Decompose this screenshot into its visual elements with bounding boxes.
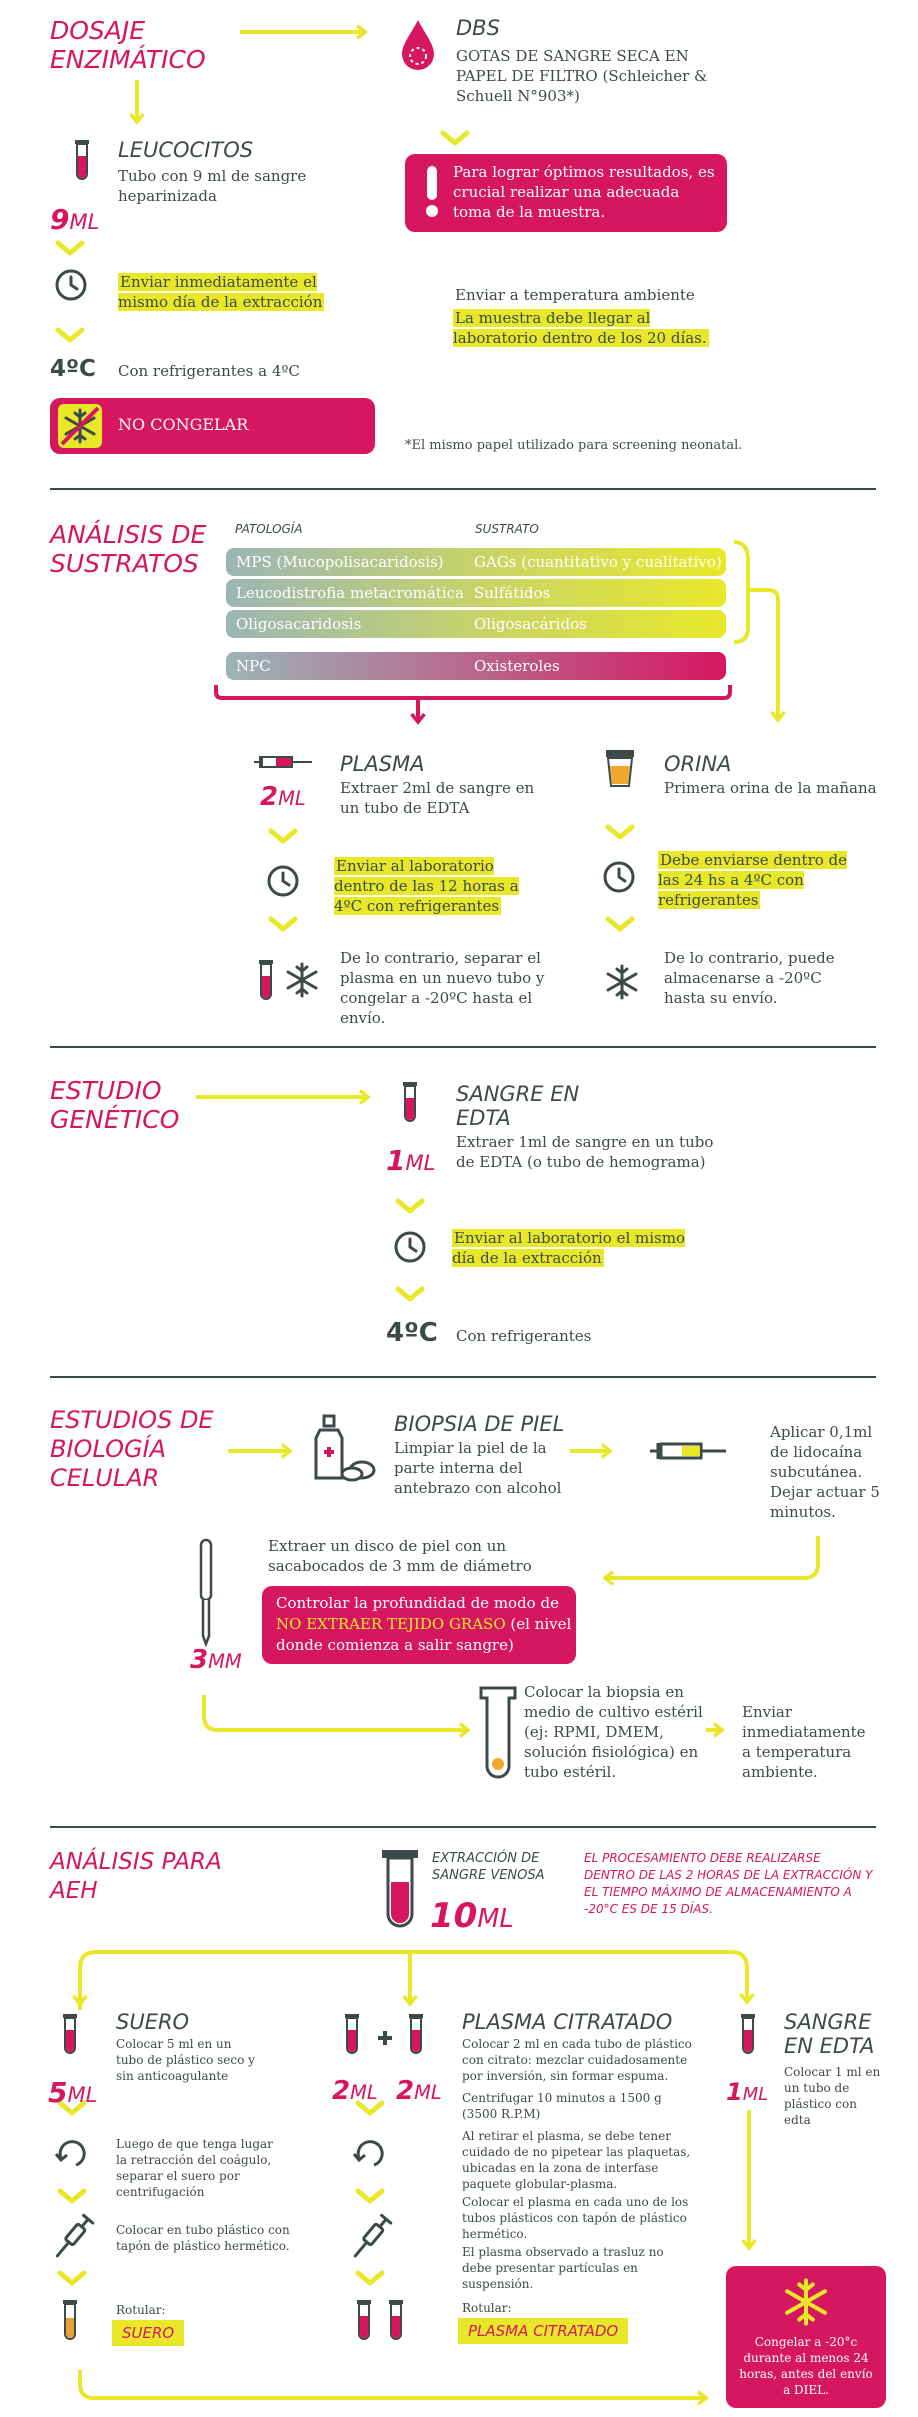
plasma-cit-p3: Al retirar el plasma, se debe tener cuidado de no pipetear las plaquetas, ubicadas en la zona de interfase paquete globular-plasma. [462,2129,691,2191]
genetic-temp-desc: Con refrigerantes [456,1327,592,1345]
biopsy-clean: Limpiar la piel de la parte interna del antebrazo con alcohol [394,1439,562,1497]
section-title-genetico: ESTUDIO GENÉTICO [50,1076,180,1134]
plasma-else: De lo contrario, separar el plasma en un nuevo tubo y congelar a -20ºC hasta el envío. [340,949,545,1027]
plasma-cit-rotular: Rotular: [462,2301,512,2315]
col-patologia: PATOLOGÍA [235,522,303,536]
suero-title: SUERO [116,2010,190,2034]
edta-desc: Colocar 1 ml en un tubo de plástico con edta [784,2065,881,2127]
freeze-text: Congelar a -20°c durante al menos 24 horas, antes del envío a DIEL. [739,2335,873,2397]
serum-tube-icon [60,2300,80,2354]
biopsy-title: BIOPSIA DE PIEL [394,1412,565,1436]
suero-volume: 5ML [48,2076,98,2109]
plasma-cit-title: PLASMA CITRATADO [462,2010,673,2034]
orina-send: Debe enviarse dentro de las 24 hs a 4ºC con refrigerantes [658,851,848,909]
plasma-cit-p1: Colocar 2 ml en cada tubo de plástico con citrato: mezclar cuidadosamente por inversión, sin formar espuma. [462,2037,692,2083]
genetic-volume: 1ML [386,1144,436,1177]
biopsy-lidocaine: Aplicar 0,1ml de lidocaína subcutánea. Dejar actuar 5 minutos. [770,1423,880,1521]
plasma-desc: Extraer 2ml de sangre en un tubo de EDTA [340,779,535,817]
plasma-cit-p5: El plasma observado a trasluz no debe presentar partículas en suspensión. [462,2245,664,2291]
aeh-volume: 10ML [430,1896,514,1936]
genetic-title: SANGRE EN EDTA [456,1082,580,1130]
suero-desc: Colocar 5 ml en un tubo de plástico seco y sin anticoagulante [116,2037,255,2083]
pipette-icon [54,2212,94,2264]
edta-title: SANGRE EN EDTA [784,2010,875,2058]
two-tubes-icon [340,2014,430,2068]
cycle-icon [54,2136,90,2176]
temp-4c: 4ºC [386,1318,438,1348]
plasma-send: Enviar al laboratorio dentro de las 12 horas a 4ºC con refrigerantes [334,857,519,915]
edta-volume: 1ML [726,2078,769,2106]
plasma-cit-p4: Colocar el plasma en cada uno de los tubos plásticos con tapón de plástico hermético. [462,2195,689,2241]
snowflake-icon [778,2274,834,2330]
no-freeze-text: NO CONGELAR [118,415,249,434]
suero-step2: Colocar en tubo plástico con tapón de plástico hermético. [116,2223,290,2253]
leucocitos-send: Enviar inmediatamente el mismo día de la extracción [118,273,323,311]
temp-desc: Con refrigerantes a 4ºC [118,362,300,380]
genetic-desc: Extraer 1ml de sangre en un tubo de EDTA (o tubo de hemograma) [456,1133,714,1171]
plasma-cit-p2: Centrifugar 10 minutos a 1500 g (3500 R.P.M) [462,2091,662,2121]
suero-label-tag: SUERO [112,2320,184,2346]
substrate-row: NPC Oxisteroles [226,652,726,680]
substrate-row: Leucodistrofia metacromática Sulfátidos [226,579,726,607]
temp-4c: 4ºC [50,356,96,382]
dbs-deadline: La muestra debe llegar al laboratorio dentro de los 20 días. [453,309,707,347]
footnote: *El mismo papel utilizado para screening neonatal. [405,438,743,453]
plasma-cit-volume-1: 2ML [332,2076,378,2106]
aeh-processing-note: EL PROCESAMIENTO DEBE REALIZARSE DENTRO DE LAS 2 HORAS DE LA EXTRACCIÓN Y EL TIEMPO MÁXIMO DE ALMACENAMIENTO A -20°C ES DE 15 DÍAS. [584,1851,873,1916]
suero-tube-icon [60,2014,80,2068]
biopsy-disc: Extraer un disco de piel con un sacabocados de 3 mm de diámetro [268,1537,532,1575]
substrate-row: MPS (Mucopolisacaridosis) GAGs (cuantitativo y cualitativo) [226,548,726,576]
section-title-aeh: ANÁLISIS PARA AEH [50,1849,222,1904]
pipette-icon [352,2212,392,2264]
plasma-cit-volume-2: 2ML [396,2076,442,2106]
cycle-icon [352,2136,388,2176]
section-title-dosaje: DOSAJE ENZIMÁTICO [50,16,206,74]
plasma-title: PLASMA [340,752,425,776]
dbs-ambient: Enviar a temperatura ambiente [455,286,695,304]
edta-tube-icon [738,2014,758,2068]
substrate-row: Oligosacaridosis Oligosacáridos [226,610,726,638]
section-title-biologia: ESTUDIOS DE BIOLOGÍA CELULAR [50,1406,214,1492]
fat-warning-text: Controlar la profundidad de modo de NO EXTRAER TEJIDO GRASO (el nivel donde comienza a salir sangre) [276,1594,572,1654]
section-title-sustratos: ANÁLISIS DE SUSTRATOS [50,520,207,578]
dbs-desc: GOTAS DE SANGRE SECA EN PAPEL DE FILTRO (Schleicher & Schuell N°903*) [456,47,708,105]
plasma-volume: 2ML [260,782,306,812]
freeze-box [726,2266,886,2408]
biopsy-culture: Colocar la biopsia en medio de cultivo estéril (ej: RPMI, DMEM, solución fisiológica) en tubo estéril. [524,1683,703,1781]
suero-rotular: Rotular: [116,2303,166,2317]
leucocitos-desc: Tubo con 9 ml de sangre heparinizada [118,167,307,205]
orina-title: ORINA [664,752,732,776]
aeh-extraction: EXTRACCIÓN DE SANGRE VENOSA [432,1851,545,1883]
orina-else: De lo contrario, puede almacenarse a -20ºC hasta su envío. [664,949,835,1007]
plasma-cit-label-tag: PLASMA CITRATADO [458,2318,628,2344]
suero-step1: Luego de que tenga lugar la retracción del coágulo, separar el suero por centrifugación [116,2137,273,2199]
leucocitos-volume: 9ML [50,203,100,236]
biopsy-volume: 3MM [190,1645,242,1675]
plasma-tubes-icon [352,2300,412,2354]
genetic-send: Enviar al laboratorio el mismo día de la extracción [452,1229,685,1267]
leucocitos-title: LEUCOCITOS [118,138,254,162]
orina-desc: Primera orina de la mañana [664,779,877,797]
col-sustrato: SUSTRATO [475,522,539,536]
biopsy-send: Enviar inmediatamente a temperatura ambiente. [742,1703,866,1781]
dbs-title: DBS [456,16,500,40]
alert-text: Para lograr óptimos resultados, es crucial realizar una adecuada toma de la muestra. [453,163,715,221]
